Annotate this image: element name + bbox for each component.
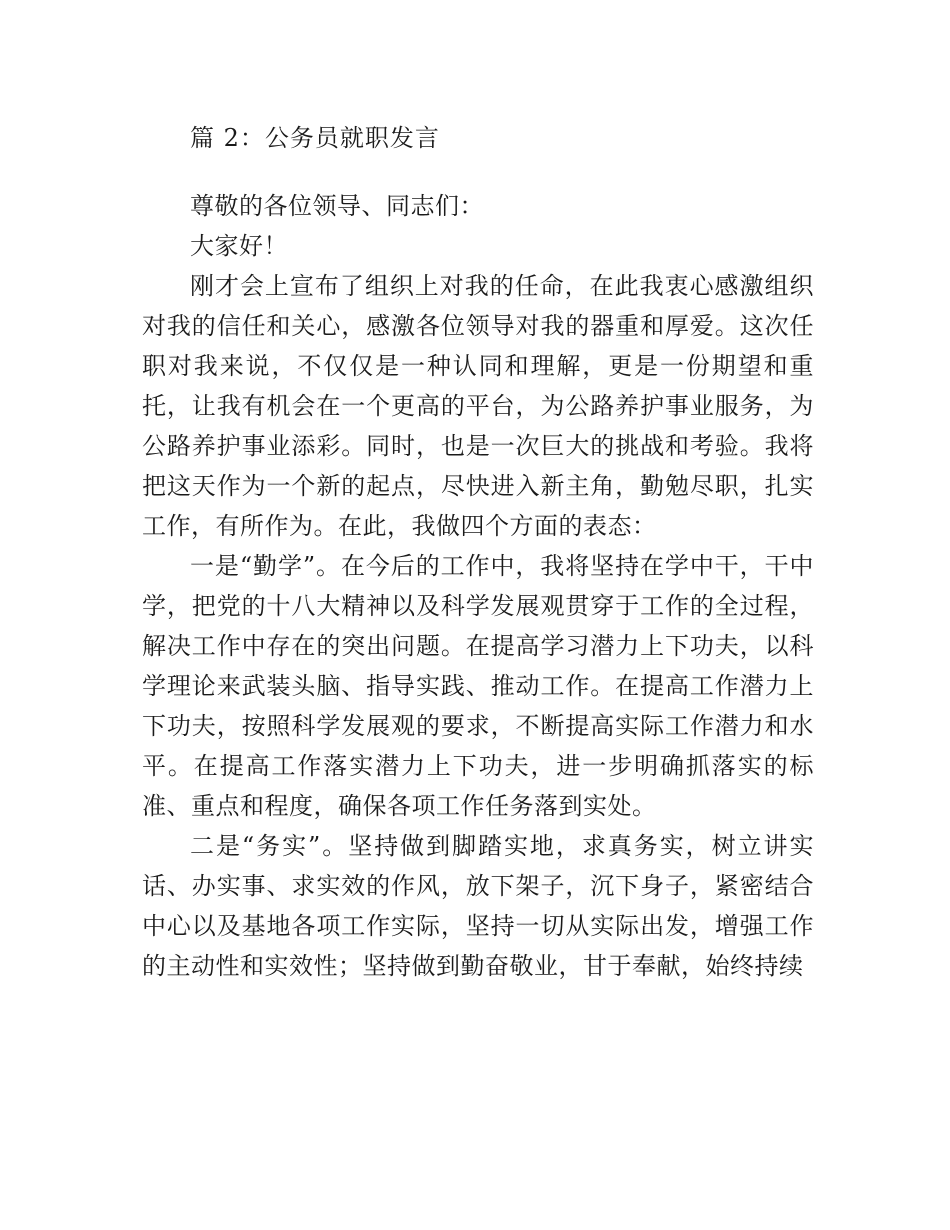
salutation: 尊敬的各位领导、同志们： bbox=[190, 192, 484, 220]
paragraph-appointment: 刚才会上宣布了组织上对我的任命，在此我衷心感激组织对我的信任和关心，感激各位领导对我的器重和厚爱。这次任职对我来说，不仅仅是一种认同和理解，更是一份期望和重托，让我有机会在一个更高的平台，为公路养护事业服务，为公路养护事业添彩。同时，也是一次巨大的挑战和考验。我将把这天作为一个新的起点，尽快进入新主角，勤勉尽职，扎实工作，有所作为。在此，我做四个方面的表态： bbox=[142, 272, 814, 540]
paragraph-diligent-study: 一是“勤学”。在今后的工作中，我将坚持在学中干，干中学，把党的十八大精神以及科学发展观贯穿于工作的全过程，解决工作中存在的突出问题。在提高学习潜力上下功夫，以科学理论来武装头脑、指导实践、推动工作。在提高工作潜力上下功夫，按照科学发展观的要求，不断提高实际工作潜力和水平。在提高工作落实潜力上下功夫，进一步明确抓落实的标准、重点和程度，确保各项工作任务落到实处。 bbox=[142, 552, 814, 820]
document-body bbox=[142, 186, 814, 986]
document-title: 篇 2：公务员就职发言 bbox=[190, 124, 440, 152]
greeting: 大家好！ bbox=[190, 232, 288, 260]
paragraph-pragmatism: 二是“务实”。坚持做到脚踏实地，求真务实，树立讲实话、办实事、求实效的作风，放下架子，沉下身子，紧密结合中心以及基地各项工作实际，坚持一切从实际出发，增强工作的主动性和实效性；坚持做到勤奋敬业，甘于奉献，始终持续 bbox=[142, 832, 814, 980]
